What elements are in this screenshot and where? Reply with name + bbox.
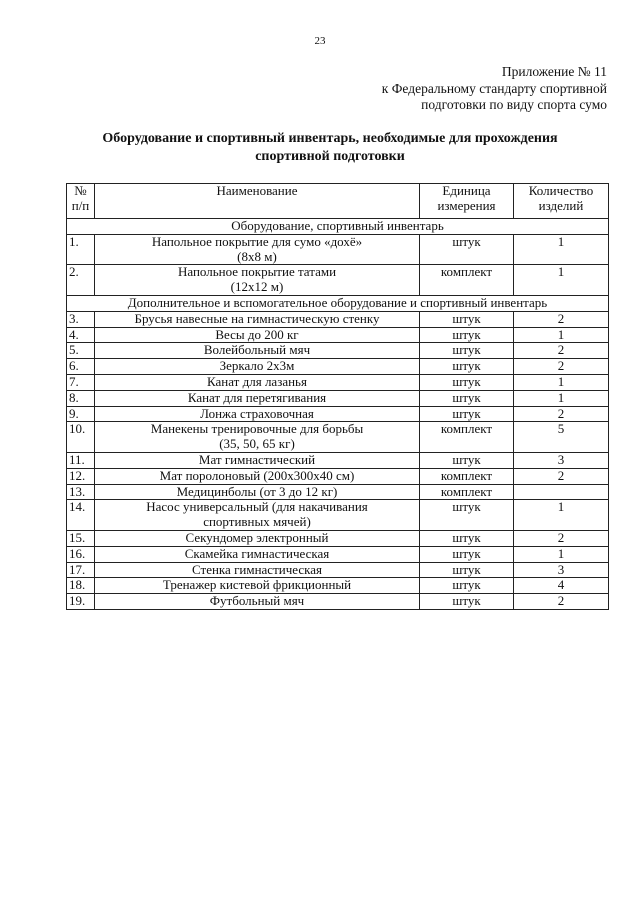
item-name — [95, 406, 420, 422]
header-unit-line-1: Единица — [442, 183, 491, 198]
item-name — [95, 594, 420, 610]
row-number: 19. — [67, 594, 95, 610]
table-row — [67, 562, 609, 578]
item-name-line-1: Тренажер кистевой фрикционный — [162, 577, 352, 593]
item-unit: комплект — [420, 484, 514, 500]
item-name-line-2: (8х8 м) — [237, 248, 277, 264]
item-unit: штук — [420, 327, 514, 343]
item-name — [95, 562, 420, 578]
item-unit: штук — [420, 343, 514, 359]
item-name — [95, 359, 420, 375]
row-number: 14. — [67, 500, 95, 531]
appendix-line-3: подготовки по виду спорта сумо — [421, 97, 607, 112]
item-name-line-1: Секундомер электронный — [185, 529, 329, 545]
item-name — [95, 452, 420, 468]
row-number: 2. — [67, 265, 95, 296]
item-name-line-1: Лонжа страховочная — [200, 405, 314, 421]
item-name-line-2: (35, 50, 65 кг) — [219, 436, 295, 452]
appendix-line-1: Приложение № 11 — [501, 64, 607, 79]
item-unit: комплект — [420, 265, 514, 296]
appendix-line-2: к Федеральному стандарту спортивной — [381, 80, 607, 96]
item-name-line-1: Весы до 200 кг — [215, 326, 299, 342]
item-unit: штук — [420, 311, 514, 327]
row-number: 11. — [67, 452, 95, 468]
item-name — [95, 311, 420, 327]
item-quantity: 2 — [514, 359, 609, 375]
item-unit: штук — [420, 530, 514, 546]
item-name — [95, 374, 420, 390]
item-name — [95, 530, 420, 546]
item-name — [95, 390, 420, 406]
table-row — [67, 452, 609, 468]
row-number: 12. — [67, 468, 95, 484]
item-quantity: 1 — [514, 265, 609, 296]
section-title: Дополнительное и вспомогательное оборудование и спортивный инвентарь — [67, 295, 609, 311]
item-name — [95, 343, 420, 359]
row-number: 4. — [67, 327, 95, 343]
table-row — [67, 343, 609, 359]
item-unit: комплект — [420, 422, 514, 453]
row-number: 1. — [67, 234, 95, 265]
item-name-line-1: Напольное покрытие татами — [177, 264, 337, 280]
section-title: Оборудование, спортивный инвентарь — [67, 219, 609, 235]
item-unit: штук — [420, 562, 514, 578]
row-number: 16. — [67, 546, 95, 562]
page-number: 23 — [314, 35, 326, 47]
table-row — [67, 327, 609, 343]
header-name — [95, 184, 420, 219]
item-name-line-1: Канат для перетягивания — [187, 389, 327, 405]
section-row — [67, 295, 609, 311]
table-row — [67, 390, 609, 406]
item-name-line-1: Футбольный мяч — [209, 593, 305, 609]
item-quantity: 2 — [514, 468, 609, 484]
header-unit — [420, 184, 514, 219]
item-name-line-2: (12х12 м) — [230, 279, 284, 295]
header-number-line-2: п/п — [71, 197, 90, 213]
section-row — [67, 219, 609, 235]
row-number: 13. — [67, 484, 95, 500]
item-quantity: 1 — [514, 546, 609, 562]
item-name-line-1: Напольное покрытие для сумо «дохё» — [151, 233, 363, 249]
item-name — [95, 327, 420, 343]
item-unit: штук — [420, 452, 514, 468]
item-name — [95, 546, 420, 562]
item-name — [95, 484, 420, 500]
item-name-line-1: Стенка гимнастическая — [192, 561, 322, 577]
item-unit: штук — [420, 406, 514, 422]
header-quantity-line-2: изделий — [538, 197, 584, 213]
row-number: 18. — [67, 578, 95, 594]
table-row — [67, 530, 609, 546]
table-row — [67, 265, 609, 296]
item-quantity: 4 — [514, 578, 609, 594]
item-name-line-1: Зеркало 2х3м — [219, 358, 295, 374]
item-name-line-1: Манекены тренировочные для борьбы — [150, 421, 364, 437]
item-quantity — [514, 484, 609, 500]
item-name — [95, 500, 420, 531]
item-quantity: 3 — [514, 452, 609, 468]
table-row — [67, 422, 609, 453]
row-number: 17. — [67, 562, 95, 578]
header-number — [67, 184, 95, 219]
item-quantity: 2 — [514, 594, 609, 610]
table-row — [67, 311, 609, 327]
table-row — [67, 374, 609, 390]
item-name-line-1: Медицинболы (от 3 до 12 кг) — [176, 483, 338, 499]
item-quantity: 1 — [514, 390, 609, 406]
table-header-row — [67, 184, 609, 219]
item-quantity: 1 — [514, 327, 609, 343]
row-number: 15. — [67, 530, 95, 546]
row-number: 3. — [67, 311, 95, 327]
row-number: 10. — [67, 422, 95, 453]
item-name — [95, 578, 420, 594]
table-row — [67, 578, 609, 594]
item-name-line-1: Насос универсальный (для накачивания — [146, 499, 368, 515]
document-title — [60, 130, 600, 165]
item-name-line-2: спортивных мячей) — [203, 514, 311, 530]
table-row — [67, 484, 609, 500]
item-quantity: 2 — [514, 343, 609, 359]
header-quantity-line-1: Количество — [528, 183, 594, 198]
item-unit: штук — [420, 594, 514, 610]
item-name — [95, 234, 420, 265]
item-unit: штук — [420, 500, 514, 531]
table-row — [67, 546, 609, 562]
item-quantity: 2 — [514, 406, 609, 422]
item-quantity: 1 — [514, 500, 609, 531]
table-body — [67, 219, 609, 610]
item-quantity: 1 — [514, 234, 609, 265]
item-name-line-1: Мат поролоновый (200х300х40 см) — [159, 467, 355, 483]
item-unit: комплект — [420, 468, 514, 484]
equipment-table — [66, 183, 609, 610]
row-number: 8. — [67, 390, 95, 406]
row-number: 5. — [67, 343, 95, 359]
item-unit: штук — [420, 359, 514, 375]
row-number: 7. — [67, 374, 95, 390]
item-quantity: 2 — [514, 311, 609, 327]
item-name-line-1: Мат гимнастический — [198, 451, 316, 467]
item-name-line-1: Скамейка гимнастическая — [184, 545, 330, 561]
item-quantity: 1 — [514, 374, 609, 390]
item-name — [95, 468, 420, 484]
header-name-text: Наименование — [216, 183, 298, 198]
table-row — [67, 406, 609, 422]
row-number: 6. — [67, 359, 95, 375]
item-unit: штук — [420, 374, 514, 390]
header-quantity — [514, 184, 609, 219]
item-unit: штук — [420, 578, 514, 594]
header-unit-line-2: измерения — [437, 197, 496, 213]
title-line-1: Оборудование и спортивный инвентарь, необходимые для прохождения — [102, 131, 558, 146]
table-row — [67, 234, 609, 265]
table-row — [67, 468, 609, 484]
item-unit: штук — [420, 390, 514, 406]
item-unit: штук — [420, 234, 514, 265]
table-row — [67, 359, 609, 375]
table-row — [67, 500, 609, 531]
item-name-line-1: Волейбольный мяч — [203, 342, 311, 358]
row-number: 9. — [67, 406, 95, 422]
appendix-header — [382, 64, 607, 114]
item-unit: штук — [420, 546, 514, 562]
item-name — [95, 422, 420, 453]
item-quantity: 3 — [514, 562, 609, 578]
item-name-line-1: Брусья навесные на гимнастическую стенку — [134, 310, 380, 326]
item-name-line-1: Канат для лазанья — [207, 373, 307, 389]
title-line-2: спортивной подготовки — [255, 148, 405, 164]
item-quantity: 2 — [514, 530, 609, 546]
item-quantity: 5 — [514, 422, 609, 453]
item-name — [95, 265, 420, 296]
header-number-line-1: № — [74, 183, 87, 198]
table-row — [67, 594, 609, 610]
